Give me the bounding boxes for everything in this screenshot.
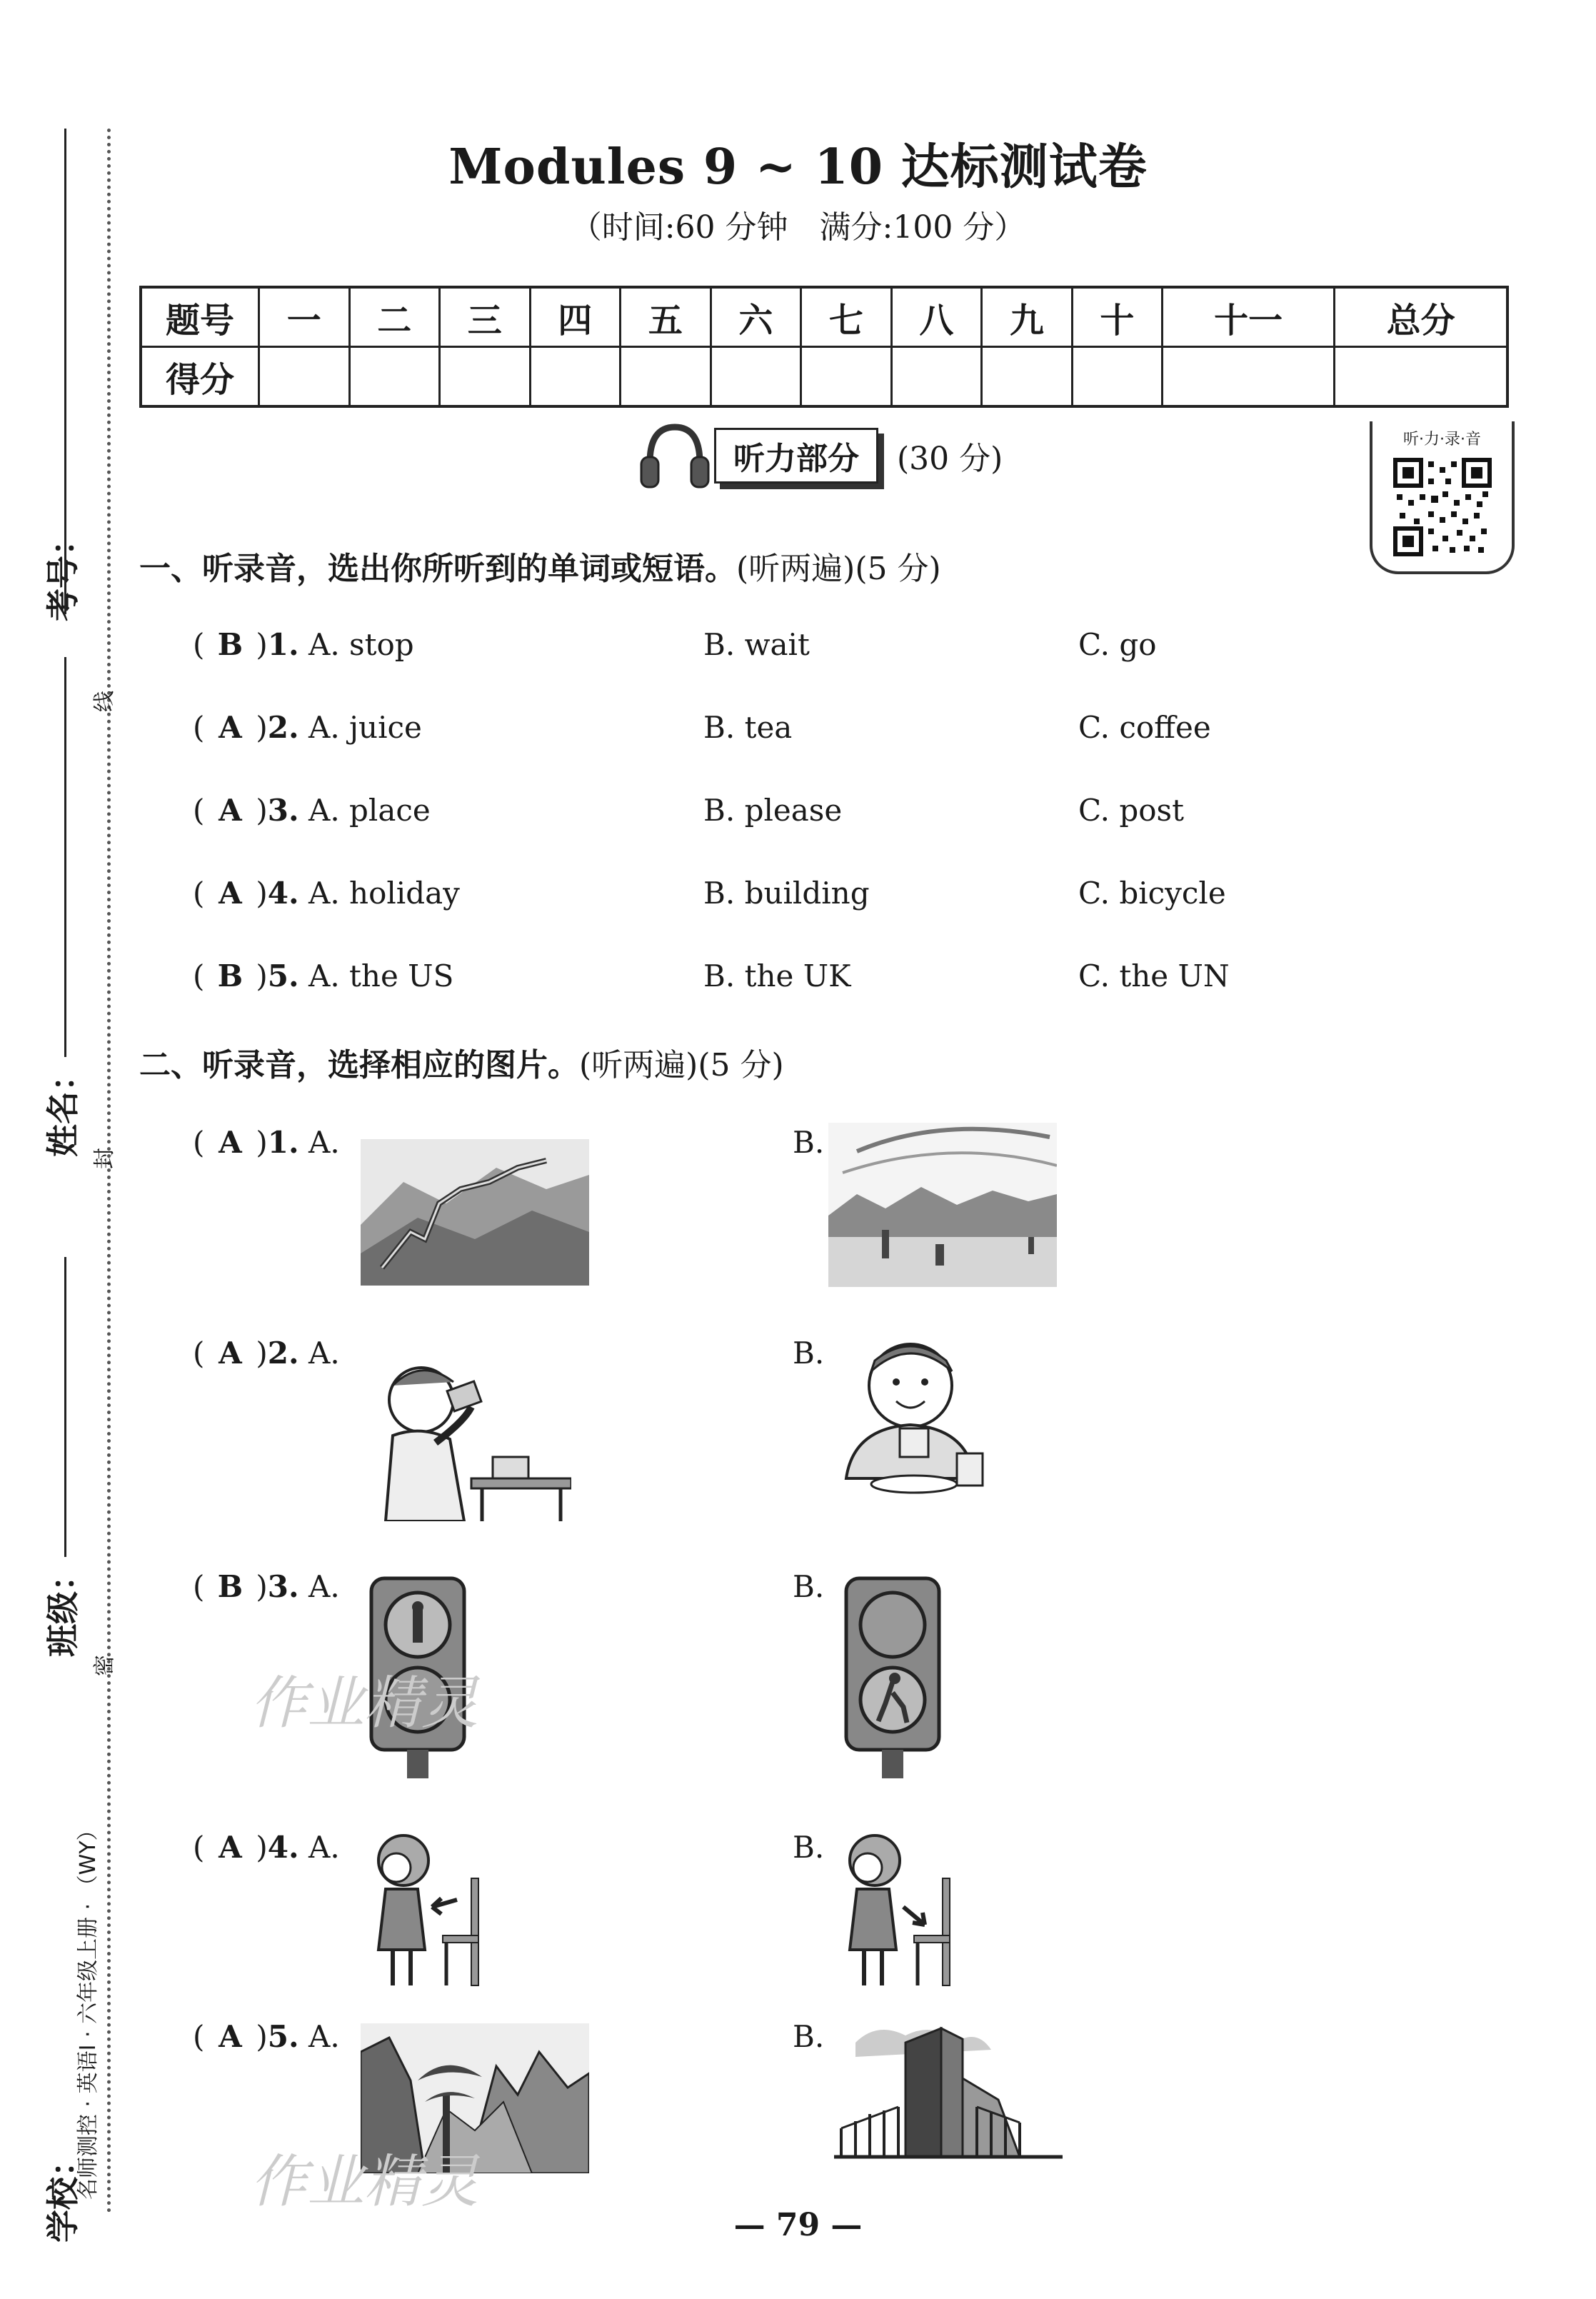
west-lake-picture[interactable] — [828, 1123, 1057, 1287]
option-c[interactable]: C. coffee — [1078, 710, 1211, 745]
seal-mark-mi: 密 — [92, 1655, 117, 1676]
section1-question-4: ( A )4. A. holiday — [193, 876, 460, 911]
score-input-cell[interactable] — [711, 347, 801, 407]
score-input-cell[interactable] — [530, 347, 621, 407]
question-number: 3. — [267, 1569, 299, 1604]
city-building-picture[interactable] — [834, 2021, 1063, 2171]
headphones-icon — [636, 420, 714, 491]
question-number: 1. — [267, 627, 299, 662]
qr-code-icon[interactable] — [1392, 457, 1492, 557]
score-cell: 五 — [621, 287, 711, 347]
qr-label: 听·力·录·音 — [1403, 431, 1481, 449]
section2-question-4: ( A )4. A. — [193, 1830, 340, 1865]
option-a-label: A. — [308, 1830, 340, 1865]
answer-letter: A — [219, 1125, 242, 1160]
score-input-cell[interactable] — [1072, 347, 1163, 407]
binding-dotted-line — [107, 129, 111, 2214]
section2-heading — [139, 1039, 784, 1085]
section2-question-5: ( A )5. A. — [193, 2019, 340, 2054]
answer-letter: B — [217, 627, 244, 662]
girl-stand-up-picture[interactable] — [835, 1828, 964, 1993]
question-number: 2. — [267, 710, 299, 745]
section2-question-3: ( B )3. A. — [193, 1569, 340, 1604]
listening-points: (30 分) — [897, 441, 1003, 477]
score-input-cell[interactable] — [801, 347, 892, 407]
section2-question-2: ( A )2. A. — [193, 1336, 340, 1371]
option-b-label: B. — [793, 1336, 825, 1371]
section1-question-5: ( B )5. A. the US — [193, 958, 454, 993]
option-b[interactable]: B. tea — [703, 710, 793, 745]
great-wall-picture[interactable] — [361, 1139, 589, 1286]
score-cell: 三 — [440, 287, 531, 347]
section2-question-1: ( A )1. A. — [193, 1125, 340, 1160]
option-c[interactable]: C. the UN — [1078, 958, 1230, 993]
seal-mark-xian: 线 — [92, 691, 117, 712]
watermark-text: 作业精灵 — [250, 1670, 478, 1736]
question-number: 1. — [267, 1125, 299, 1160]
section2-title: 二、听录音，选择相应的图片。 — [139, 1047, 579, 1083]
score-input-cell[interactable] — [1163, 347, 1335, 407]
option-a[interactable]: A. juice — [308, 710, 422, 745]
listening-section-label: 听力部分 — [714, 428, 878, 484]
answer-letter: A — [219, 2019, 242, 2054]
boy-eating-picture[interactable] — [832, 1336, 1018, 1500]
score-input-cell[interactable] — [349, 347, 440, 407]
question-number: 4. — [267, 876, 299, 911]
score-input-cell[interactable] — [621, 347, 711, 407]
question-number: 3. — [267, 793, 299, 828]
score-input-cell[interactable] — [440, 347, 531, 407]
score-input-cell[interactable] — [1335, 347, 1507, 407]
book-series-label: 名师测控 · 英语Ⅰ · 六年级上册 · （WY） — [76, 1819, 101, 2200]
option-c[interactable]: C. go — [1078, 627, 1157, 662]
name-label: 姓名： — [44, 1058, 82, 1157]
class-line — [64, 1257, 66, 1557]
score-cell: 总分 — [1335, 287, 1507, 347]
seal-mark-feng: 封 — [92, 1148, 117, 1169]
answer-letter: A — [219, 876, 242, 911]
answer-letter: A — [219, 1830, 242, 1865]
option-b[interactable]: B. the UK — [703, 958, 851, 993]
option-b-label: B. — [793, 1830, 825, 1865]
watermark-text: 作业精灵 — [250, 2148, 478, 2215]
option-a-label: A. — [308, 2019, 340, 2054]
score-cell: 七 — [801, 287, 892, 347]
score-cell: 一 — [259, 287, 350, 347]
option-c[interactable]: C. bicycle — [1078, 876, 1226, 911]
score-input-cell[interactable] — [259, 347, 350, 407]
option-a[interactable]: A. stop — [308, 627, 414, 662]
traffic-light-green-picture[interactable] — [839, 1571, 946, 1778]
score-cell: 十 — [1072, 287, 1163, 347]
answer-letter: B — [217, 958, 244, 993]
score-table-header-row — [141, 287, 1507, 347]
page-title: Modules 9 ~ 10 达标测试卷 — [448, 139, 1148, 196]
score-input-cell[interactable] — [982, 347, 1073, 407]
section2-note: (听两遍)(5 分) — [579, 1047, 784, 1083]
answer-letter: A — [219, 1336, 242, 1371]
section1-question-1: ( B )1. A. stop — [193, 627, 414, 662]
option-b-label: B. — [793, 2019, 825, 2054]
option-b-label: B. — [793, 1569, 825, 1604]
option-a-label: A. — [308, 1336, 340, 1371]
name-line — [64, 657, 66, 1057]
option-a-label: A. — [308, 1125, 340, 1160]
option-b-label: B. — [793, 1125, 825, 1160]
option-b[interactable]: B. wait — [703, 627, 810, 662]
option-c[interactable]: C. post — [1078, 793, 1184, 828]
option-a[interactable]: A. place — [308, 793, 431, 828]
section1-title: 一、听录音，选出你所听到的单词或短语。 — [139, 551, 736, 587]
score-cell: 二 — [349, 287, 440, 347]
answer-letter: A — [219, 710, 242, 745]
score-cell: 十一 — [1163, 287, 1335, 347]
school-label: 学校： — [44, 2144, 82, 2243]
score-table — [139, 286, 1509, 408]
option-a[interactable]: A. the US — [308, 958, 454, 993]
section1-note: (听两遍)(5 分) — [736, 551, 941, 587]
section1-question-3: ( A )3. A. place — [193, 793, 431, 828]
option-b[interactable]: B. building — [703, 876, 870, 911]
option-a[interactable]: A. holiday — [308, 876, 460, 911]
question-number: 4. — [267, 1830, 299, 1865]
girl-sit-down-picture[interactable] — [364, 1828, 493, 1993]
listening-banner — [636, 420, 1003, 491]
section1-question-2: ( A )2. A. juice — [193, 710, 422, 745]
score-cell: 四 — [530, 287, 621, 347]
qr-code-panel[interactable] — [1370, 421, 1515, 574]
score-cell: 八 — [891, 287, 982, 347]
score-cell: 题号 — [141, 287, 259, 347]
question-number: 5. — [267, 958, 299, 993]
answer-letter: B — [217, 1569, 244, 1604]
boy-drinking-picture[interactable] — [364, 1357, 571, 1521]
class-label: 班级： — [44, 1558, 82, 1657]
exam-no-label: 考号： — [44, 523, 82, 621]
page-number: — 79 — — [733, 2207, 863, 2243]
page-subtitle: （时间:60 分钟 满分:100 分） — [570, 209, 1026, 246]
section1-heading — [139, 543, 941, 588]
score-cell: 九 — [982, 287, 1073, 347]
question-number: 5. — [267, 2019, 299, 2054]
option-b[interactable]: B. please — [703, 793, 843, 828]
option-a-label: A. — [308, 1569, 340, 1604]
score-table-score-row — [141, 347, 1507, 407]
score-cell: 六 — [711, 287, 801, 347]
score-input-cell[interactable] — [891, 347, 982, 407]
question-number: 2. — [267, 1336, 299, 1371]
answer-letter: A — [219, 793, 242, 828]
score-row-label: 得分 — [141, 347, 259, 407]
